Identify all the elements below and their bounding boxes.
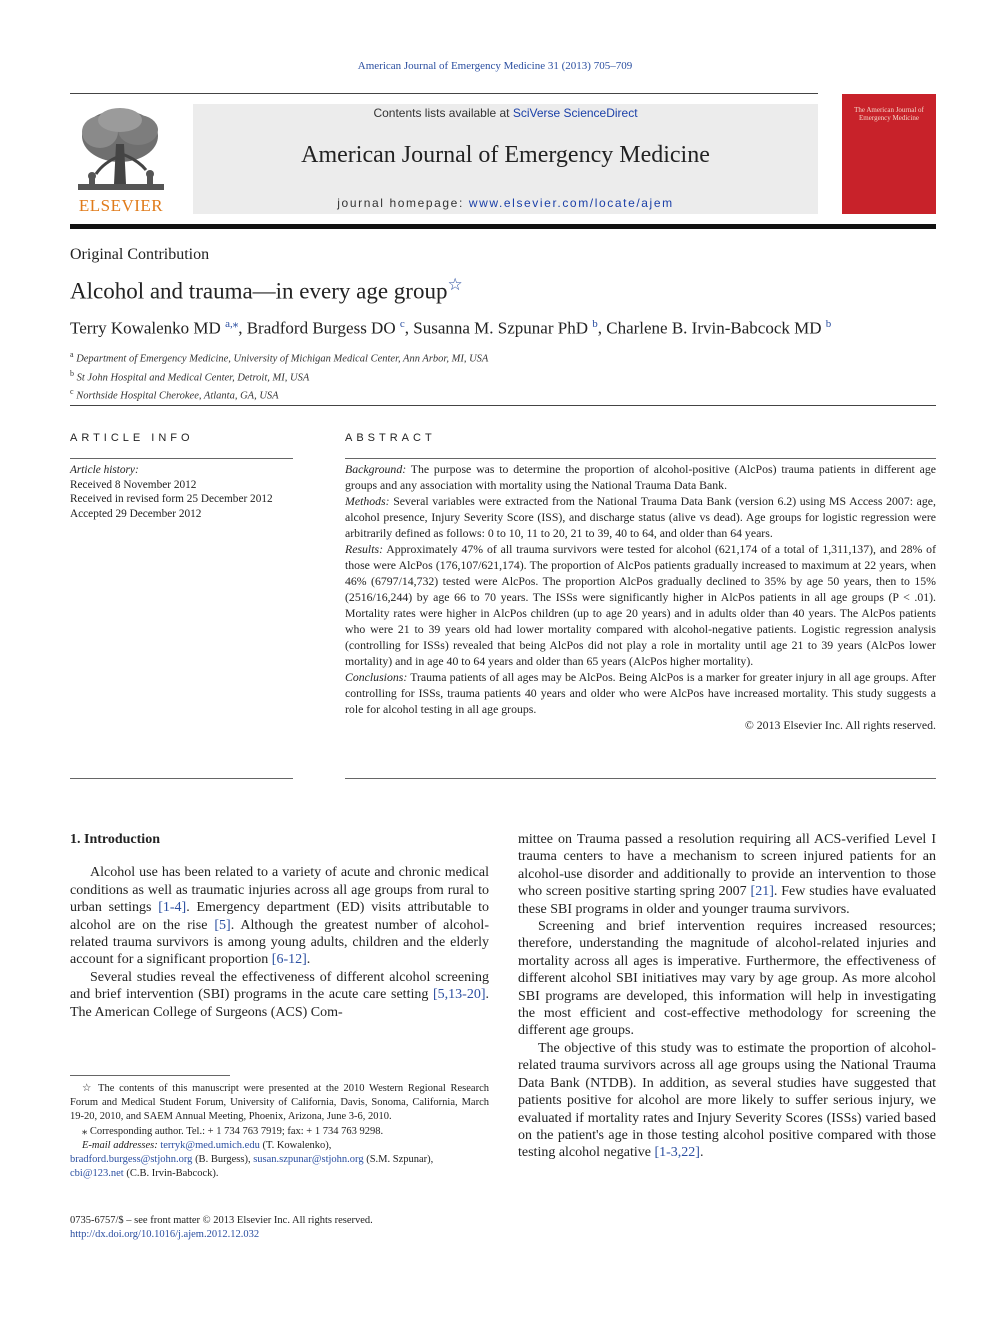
sciencedirect-link[interactable]: SciVerse ScienceDirect	[512, 106, 638, 120]
affiliation-text: Northside Hospital Cherokee, Atlanta, GA, USA	[76, 390, 279, 402]
affiliation-mark: c	[70, 387, 74, 396]
body-text: . The American College of Surgeons (ACS) Com-	[70, 987, 489, 1020]
body-text: .	[306, 952, 311, 968]
body-paragraph	[518, 831, 936, 918]
body-paragraph	[518, 1040, 936, 1162]
abstract-copyright: © 2013 Elsevier Inc. All rights reserved.	[744, 718, 936, 732]
footnote-presentation	[70, 1082, 489, 1125]
abstract-text: Trauma patients of all ages may be AlcPos. Being AlcPos is a marker for greater injury in all age groups. After controlling for ISSs, trauma patients 40 years and older who were AlcPos have increased mortality. This study suggests a role for alcohol testing in all age groups.	[345, 670, 936, 716]
history-accepted: Accepted 29 December 2012	[70, 507, 202, 520]
email-label: E-mail addresses:	[82, 1139, 161, 1151]
divider	[345, 458, 936, 459]
history-label: Article history:	[70, 464, 139, 476]
email-link[interactable]: terryk@med.umich.edu	[160, 1139, 260, 1151]
abstract-label: Results:	[345, 542, 384, 556]
title-footnote-star-icon[interactable]: ☆	[447, 275, 463, 294]
abstract-label: Background:	[345, 462, 407, 476]
email-owner: (S.M. Szpunar),	[363, 1154, 434, 1166]
abstract-label: Conclusions:	[345, 670, 408, 684]
affiliation-item	[70, 367, 488, 386]
abstract-text: Several variables were extracted from the National Trauma Data Bank (version 6.2) using MS Access 2007: age, alcohol presence, Injury Severity Score (ISS), and discharge status (alive vs dead). Age groups for logistic regression were arbitrarily defined as follows: 0 to 10, 11 to 20, 21 to 39, 40 to 64, and older than 64 years.	[345, 494, 936, 540]
journal-citation[interactable]: American Journal of Emergency Medicine 31 (2013) 705–709	[357, 60, 633, 72]
cover-title: The American Journal of Emergency Medicine	[854, 106, 924, 122]
email-owner: (C.B. Irvin-Babcock).	[123, 1168, 219, 1180]
affiliation-item	[70, 385, 488, 404]
citation-link[interactable]: [21]	[750, 884, 774, 900]
body-text: . Emergency department (ED) visits attributable to alcohol are on the rise	[70, 900, 489, 933]
author-name[interactable]: , Susanna M. Szpunar PhD	[404, 318, 593, 338]
body-text: . Although the greatest number of alcohol-related trauma survivors is among young adults, children and the elderly account for a significant proportion	[70, 917, 489, 968]
footnote-emails-cont	[70, 1167, 489, 1181]
affiliation-mark: a	[70, 350, 74, 359]
affiliation-list	[70, 348, 488, 404]
body-text: Alcohol use has been related to a variety of acute and chronic medical conditions as well as traumatic injuries across all age groups from rural to urban settings	[70, 865, 489, 916]
author-list	[70, 317, 831, 339]
footnote-corresponding	[70, 1125, 489, 1139]
header-thick-rule	[70, 224, 936, 229]
body-text: . Few studies have evaluated these SBI programs in older and younger trauma survivors.	[518, 884, 937, 917]
journal-cover-thumbnail[interactable]	[842, 94, 936, 214]
journal-title: American Journal of Emergency Medicine	[301, 142, 710, 168]
article-info-heading: ARTICLE INFO	[70, 432, 194, 444]
article-title-text: Alcohol and trauma—in every age group	[70, 278, 448, 304]
footnote-emails	[70, 1139, 489, 1153]
history-revised: Received in revised form 25 December 2012	[70, 493, 273, 505]
author-affil-mark[interactable]: a,⁎	[225, 318, 239, 330]
divider	[70, 405, 936, 406]
affiliation-mark: b	[70, 368, 74, 378]
email-link[interactable]: cbi@123.net	[70, 1168, 124, 1180]
affiliation-text: Department of Emergency Medicine, University of Michigan Medical Center, Ann Arbor, MI, USA	[76, 353, 489, 365]
affiliation-text: St John Hospital and Medical Center, Detroit, MI, USA	[76, 372, 310, 383]
intro-heading: 1. Introduction	[70, 832, 160, 847]
article-history	[70, 463, 293, 521]
footnote-text: The contents of this manuscript were presented at the 2010 Western Regional Research Forum and Medical Student Forum, University of California, Davis, Sonoma, California, March 19-20, 2010, and SAEM Annual Meeting, Phoenix, Arizona, June 3-6, 2010.	[70, 1083, 489, 1123]
body-text: The objective of this study was to estimate the proportion of alcohol-related trauma survivors across all age groups using the National Trauma Data Bank (NTDB). In addition, as several studies have suggested that patients positive for alcohol are more likely to suffer serious injury, we evaluated if mortality rates and Injury Severity Scores (ISSs) varied based on the patient's age in those testing alcohol positive compared with those testing alcohol negative	[518, 1040, 936, 1161]
abstract-text: The purpose was to determine the proportion of alcohol-positive (AlcPos) trauma patients in different age groups and any association with mortality using the National Trauma Data Bank.	[345, 462, 936, 492]
abstract-methods	[345, 493, 936, 541]
author-affil-mark[interactable]: b	[825, 318, 832, 330]
abstract-body	[345, 461, 936, 733]
divider	[70, 778, 293, 779]
article-section: Original Contribution	[70, 246, 210, 263]
affiliation-item	[70, 348, 488, 367]
issn-text: 0735-6757/$ – see front matter © 2013 Elsevier Inc. All rights reserved.	[70, 1215, 373, 1226]
homepage-link[interactable]: www.elsevier.com/locate/ajem	[468, 196, 674, 210]
homepage-line	[193, 196, 818, 210]
footnote-star-icon: ☆	[82, 1083, 94, 1094]
citation-link[interactable]: [6-12]	[271, 952, 307, 968]
body-paragraph	[70, 969, 489, 1021]
divider	[70, 458, 293, 459]
author-name[interactable]: Terry Kowalenko MD	[70, 318, 226, 338]
footnote-emails-cont	[70, 1153, 489, 1167]
citation-link[interactable]: [5,13-20]	[433, 987, 486, 1003]
citation-link[interactable]: [5]	[214, 917, 231, 933]
body-column-right	[518, 831, 936, 1162]
author-name[interactable]: , Charlene B. Irvin-Babcock MD	[597, 318, 826, 338]
divider	[345, 778, 936, 779]
citation-link[interactable]: [1-4]	[158, 900, 187, 916]
elsevier-wordmark: ELSEVIER	[78, 196, 164, 215]
history-received: Received 8 November 2012	[70, 478, 197, 491]
author-affil-mark[interactable]: c	[399, 318, 405, 330]
contents-line	[193, 106, 818, 120]
email-owner: (T. Kowalenko),	[259, 1139, 332, 1151]
body-paragraph	[70, 864, 489, 968]
abstract-text: Approximately 47% of all trauma survivors were tested for alcohol (621,174 of a total of 1,311,137), and 28% of those were AlcPos (176,107/621,174). The proportion of AlcPos patients gradually increased to maximum at 22 years, when 46% (6797/14,732) tested were AlcPos. The proportion AlcPos gradually declined to 35% by age 50 years, then to 15% (2516/16,244) by age 66 to 70 years. The ISSs were significantly higher in AlcPos patients in all age groups (P < .01). Mortality rates were higher in AlcPos children (up to age 20 years) and in adults older than 40 years. The AlcPos patients who were 21 to 39 years old had lower mortality compared with alcohol-negative patients. Logistic regression analysis (controlling for ISSs) revealed that being AlcPos did not play a role in mortality until age 21 to 39 years (AlcPos lower mortality) and in age 40 to 64 years and older than 65 years (AlcPos higher mortality).	[345, 542, 936, 668]
contents-prefix: Contents lists available at	[373, 106, 513, 120]
front-matter-line	[70, 1214, 373, 1242]
journal-banner	[193, 104, 818, 214]
body-text: mittee on Trauma passed a resolution requiring all ACS-verified Level I trauma centers to have a mechanism to screen injured patients for an alcohol-use disorder and additionally to provide an intervention to those who screen positive starting spring 2007	[518, 832, 936, 900]
abstract-heading: ABSTRACT	[345, 432, 436, 444]
footnote-text: Corresponding author. Tel.: + 1 734 763 7919; fax: + 1 734 763 9298.	[87, 1125, 384, 1137]
body-text: Several studies reveal the effectiveness of different alcohol screening and brief intervention (SBI) programs in the acute care setting	[70, 969, 489, 1003]
citation-link[interactable]: [1-3,22]	[654, 1145, 700, 1161]
body-column-left	[70, 831, 489, 1021]
email-link[interactable]: susan.szpunar@stjohn.org	[253, 1154, 364, 1166]
body-text: .	[699, 1145, 704, 1161]
author-name[interactable]: , Bradford Burgess DO	[238, 318, 400, 338]
abstract-results	[345, 541, 936, 669]
footnotes	[70, 1082, 489, 1181]
abstract-background	[345, 461, 936, 493]
abstract-conclusions	[345, 669, 936, 717]
doi-link[interactable]: http://dx.doi.org/10.1016/j.ajem.2012.12.032	[70, 1229, 260, 1240]
body-paragraph: Screening and brief intervention requires increased resources; therefore, understanding the magnitude of alcohol-related injuries and mortality across all ages is imperative. Furthermore, the effectiveness of different alcohol SBI initiatives may vary by age group. As more alcohol SBI programs are developed, this information will help in investigating the most efficient and cost-effective methodology for screening the different age groups.	[518, 919, 936, 1039]
abstract-label: Methods:	[345, 494, 390, 508]
footnote-rule	[70, 1075, 230, 1076]
email-owner: (B. Burgess),	[192, 1154, 254, 1166]
footnote-asterisk-icon: ⁎	[82, 1125, 88, 1137]
article-title	[70, 275, 463, 305]
email-link[interactable]: bradford.burgess@stjohn.org	[70, 1154, 193, 1166]
author-affil-mark[interactable]: b	[592, 318, 598, 330]
header-rule	[70, 93, 818, 94]
homepage-prefix: journal homepage:	[337, 196, 469, 210]
